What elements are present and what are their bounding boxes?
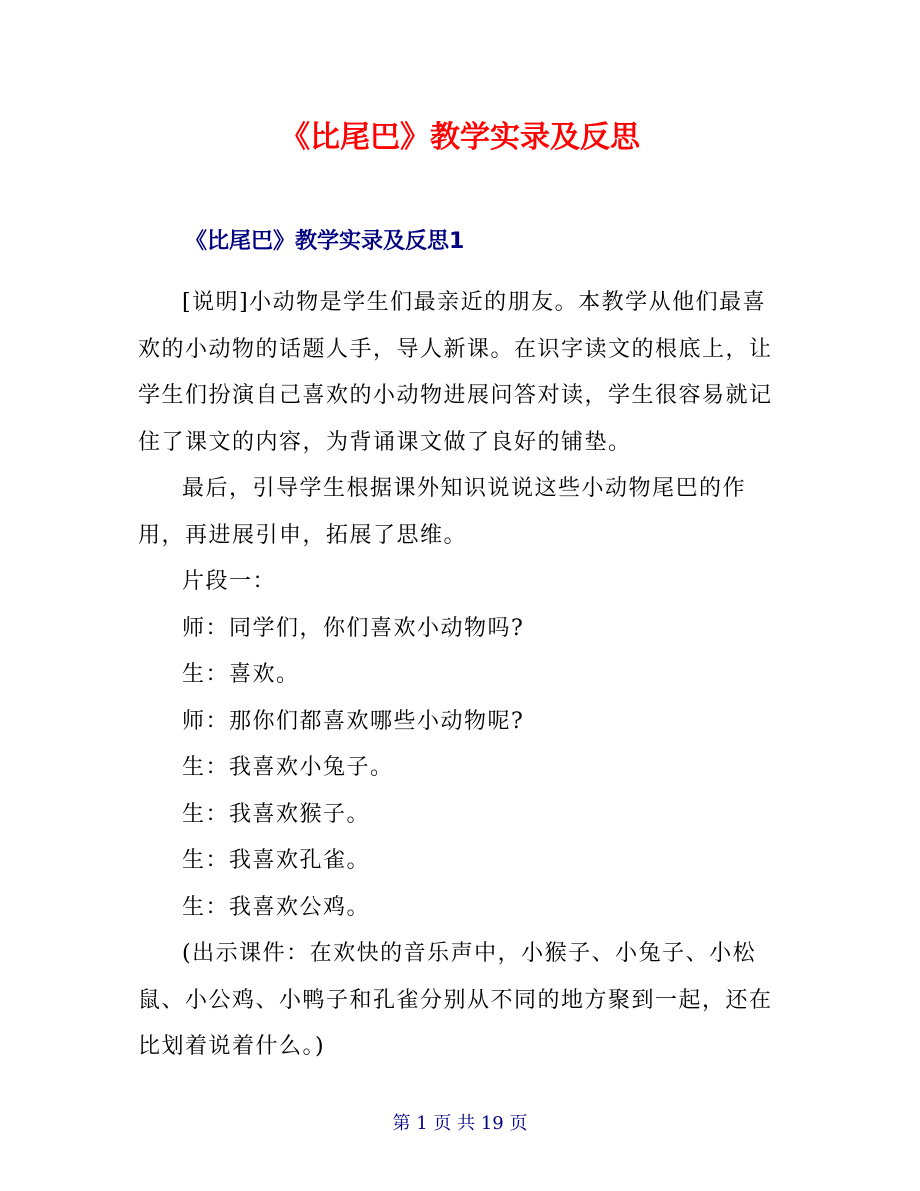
document-title: 《比尾巴》教学实录及反思: [280, 120, 640, 155]
dialogue-line: 生：我喜欢猴子。: [182, 801, 371, 827]
dialogue-line: 生：喜欢。: [182, 662, 300, 687]
paragraph-courseware-note: (出示课件：在欢快的音乐声中，小猴子、小兔子、小松鼠、小公鸡、小鸭子和孔雀分别从不同的地方聚到一起，还在比划着说着什么。): [138, 941, 773, 1059]
dialogue-line: 生：我喜欢小兔子。: [182, 755, 394, 780]
section-heading: 《比尾巴》教学实录及反思1: [185, 229, 465, 254]
paragraph-summary: 最后，引导学生根据课外知识说说这些小动物尾巴的作用，再进展引申，拓展了思维。: [138, 476, 747, 548]
dialogue-line: 师：那你们都喜欢哪些小动物呢?: [182, 708, 525, 734]
dialogue-line: 师：同学们，你们喜欢小动物吗?: [182, 615, 525, 641]
dialogue-line: 生：我喜欢公鸡。: [182, 894, 371, 920]
dialogue-line: 生：我喜欢孔雀。: [182, 848, 371, 873]
paragraph-segment-label: 片段一：: [182, 569, 277, 594]
document-body: [138, 280, 786, 1071]
page-number-footer: 第 1 页 共 19 页: [392, 1113, 528, 1134]
paragraph-intro: [说明]小动物是学生们最亲近的朋友。本教学从他们最喜欢的小动物的话题人手，导人新课。在识字读文的根底上，让学生们扮演自己喜欢的小动物进展问答对读，学生很容易就记住了课文的内容，为背诵课文做了良好的铺垫。: [138, 290, 773, 455]
